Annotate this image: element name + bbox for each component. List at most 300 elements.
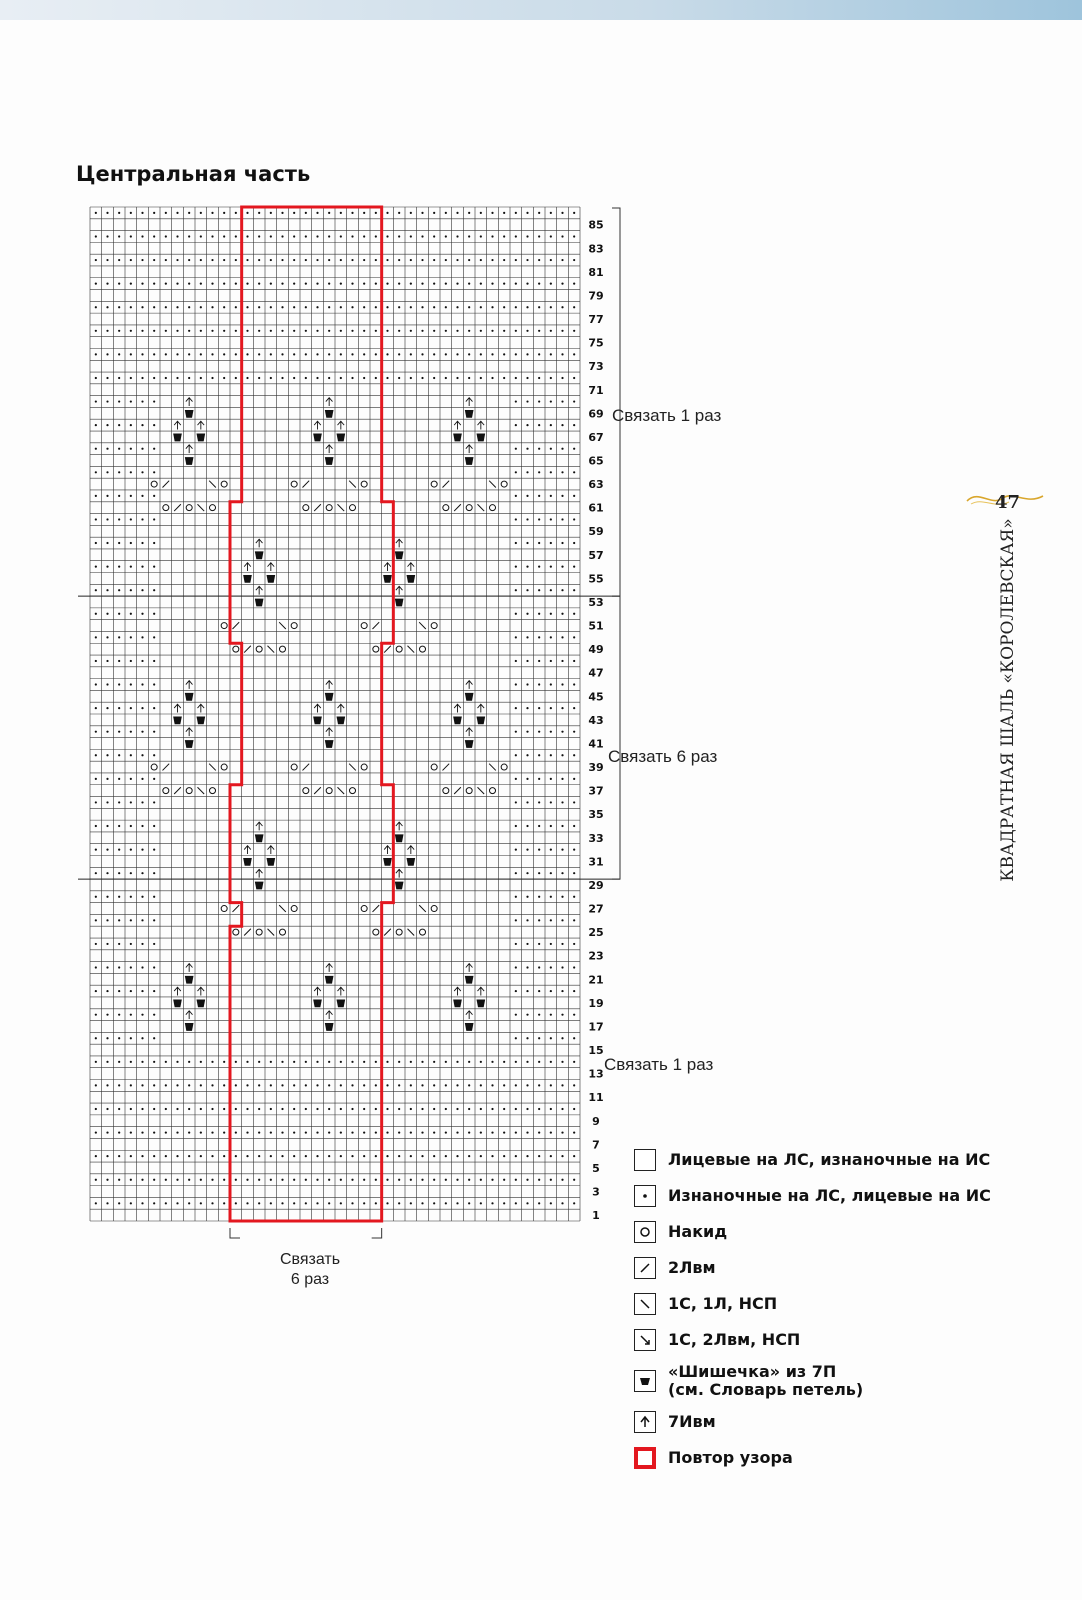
bobble-mark bbox=[197, 999, 206, 1007]
purl-dot bbox=[153, 306, 155, 308]
purl-dot bbox=[130, 707, 132, 709]
purl-dot bbox=[550, 589, 552, 591]
purl-dot bbox=[515, 353, 517, 355]
legend-label: 7Ивм bbox=[668, 1412, 716, 1431]
bobble-mark bbox=[477, 434, 486, 442]
purl-dot bbox=[118, 377, 120, 379]
legend-item-sk2p bbox=[634, 1322, 1074, 1358]
purl-dot bbox=[328, 235, 330, 237]
purl-dot bbox=[153, 542, 155, 544]
purl-dot bbox=[223, 259, 225, 261]
purl-dot bbox=[95, 1108, 97, 1110]
purl-dot bbox=[515, 848, 517, 850]
purl-dot bbox=[375, 1202, 377, 1204]
row-number: 49 bbox=[588, 643, 604, 657]
dot-icon bbox=[634, 1185, 656, 1207]
seven-from-one-mark bbox=[466, 1011, 473, 1019]
purl-dot bbox=[340, 353, 342, 355]
row-number: 21 bbox=[588, 973, 604, 987]
purl-dot bbox=[246, 1061, 248, 1063]
purl-dot bbox=[281, 283, 283, 285]
purl-dot bbox=[468, 1131, 470, 1133]
purl-dot bbox=[165, 353, 167, 355]
purl-dot bbox=[211, 306, 213, 308]
purl-dot bbox=[526, 377, 528, 379]
purl-dot bbox=[468, 1155, 470, 1157]
purl-dot bbox=[421, 259, 423, 261]
purl-dot bbox=[95, 259, 97, 261]
purl-dot bbox=[200, 1108, 202, 1110]
purl-dot bbox=[176, 212, 178, 214]
purl-dot bbox=[561, 896, 563, 898]
purl-dot bbox=[538, 919, 540, 921]
yarn-over-mark bbox=[350, 505, 356, 511]
purl-dot bbox=[421, 1155, 423, 1157]
purl-dot bbox=[141, 1179, 143, 1181]
purl-dot bbox=[550, 448, 552, 450]
purl-dot bbox=[141, 235, 143, 237]
purl-dot bbox=[130, 259, 132, 261]
purl-dot bbox=[351, 1202, 353, 1204]
purl-dot bbox=[141, 1014, 143, 1016]
purl-dot bbox=[561, 943, 563, 945]
purl-dot bbox=[305, 212, 307, 214]
purl-dot bbox=[561, 1202, 563, 1204]
purl-dot bbox=[468, 377, 470, 379]
purl-dot bbox=[130, 306, 132, 308]
purl-dot bbox=[491, 377, 493, 379]
purl-dot bbox=[550, 825, 552, 827]
purl-dot bbox=[188, 235, 190, 237]
legend bbox=[634, 1142, 1074, 1476]
purl-dot bbox=[118, 825, 120, 827]
purl-dot bbox=[118, 613, 120, 615]
legend-item-knit bbox=[634, 1142, 1074, 1178]
purl-dot bbox=[130, 424, 132, 426]
purl-dot bbox=[526, 306, 528, 308]
purl-dot bbox=[526, 424, 528, 426]
purl-dot bbox=[351, 1084, 353, 1086]
purl-dot bbox=[223, 235, 225, 237]
seven-from-one-mark bbox=[408, 846, 415, 854]
backslash-icon bbox=[634, 1293, 656, 1315]
purl-dot bbox=[515, 1037, 517, 1039]
skp-mark bbox=[349, 481, 356, 488]
purl-dot bbox=[165, 283, 167, 285]
purl-dot bbox=[141, 1037, 143, 1039]
purl-dot bbox=[561, 683, 563, 685]
purl-dot bbox=[153, 1108, 155, 1110]
purl-dot bbox=[246, 1131, 248, 1133]
purl-dot bbox=[526, 683, 528, 685]
row-number: 47 bbox=[588, 666, 604, 680]
purl-dot bbox=[445, 1084, 447, 1086]
column-bracket-right bbox=[372, 1228, 382, 1238]
purl-dot bbox=[456, 212, 458, 214]
purl-dot bbox=[503, 1108, 505, 1110]
purl-dot bbox=[106, 235, 108, 237]
purl-dot bbox=[538, 683, 540, 685]
bobble-mark bbox=[267, 858, 276, 866]
purl-dot bbox=[176, 1131, 178, 1133]
purl-dot bbox=[503, 330, 505, 332]
purl-dot bbox=[386, 330, 388, 332]
yarn-over-mark bbox=[186, 505, 192, 511]
yarn-over-mark bbox=[186, 788, 192, 794]
seven-from-one-mark bbox=[186, 728, 193, 736]
seven-from-one-mark bbox=[186, 681, 193, 689]
seven-from-one-mark bbox=[408, 563, 415, 571]
purl-dot bbox=[293, 1108, 295, 1110]
purl-dot bbox=[328, 283, 330, 285]
purl-dot bbox=[211, 1179, 213, 1181]
purl-dot bbox=[95, 731, 97, 733]
purl-dot bbox=[223, 1108, 225, 1110]
row-number: 59 bbox=[588, 525, 604, 539]
purl-dot bbox=[223, 1202, 225, 1204]
purl-dot bbox=[491, 1084, 493, 1086]
purl-dot bbox=[561, 778, 563, 780]
purl-dot bbox=[550, 306, 552, 308]
purl-dot bbox=[153, 801, 155, 803]
purl-dot bbox=[95, 1155, 97, 1157]
k2tog-mark bbox=[303, 764, 310, 771]
purl-dot bbox=[515, 919, 517, 921]
purl-dot bbox=[281, 1108, 283, 1110]
purl-dot bbox=[538, 1084, 540, 1086]
purl-dot bbox=[106, 306, 108, 308]
purl-dot bbox=[491, 353, 493, 355]
purl-dot bbox=[328, 377, 330, 379]
purl-dot bbox=[118, 330, 120, 332]
seven-from-one-mark bbox=[244, 563, 251, 571]
bobble-mark bbox=[477, 717, 486, 725]
skp-mark bbox=[419, 905, 426, 912]
purl-dot bbox=[410, 377, 412, 379]
purl-dot bbox=[503, 1155, 505, 1157]
purl-dot bbox=[468, 1084, 470, 1086]
purl-dot bbox=[211, 212, 213, 214]
purl-dot bbox=[526, 1108, 528, 1110]
k2tog-mark bbox=[314, 504, 321, 511]
seven-from-one-mark bbox=[326, 681, 333, 689]
purl-dot bbox=[468, 353, 470, 355]
skp-mark bbox=[489, 481, 496, 488]
purl-dot bbox=[106, 259, 108, 261]
purl-dot bbox=[538, 495, 540, 497]
purl-dot bbox=[305, 283, 307, 285]
seven-from-one-mark bbox=[314, 421, 321, 429]
seven-from-one-mark bbox=[396, 586, 403, 594]
purl-dot bbox=[106, 660, 108, 662]
purl-dot bbox=[95, 566, 97, 568]
purl-dot bbox=[433, 1179, 435, 1181]
purl-dot bbox=[153, 848, 155, 850]
k2tog-mark bbox=[384, 929, 391, 936]
purl-dot bbox=[503, 235, 505, 237]
purl-dot bbox=[305, 1108, 307, 1110]
purl-dot bbox=[141, 1155, 143, 1157]
row-number: 57 bbox=[588, 548, 604, 562]
purl-dot bbox=[550, 1061, 552, 1063]
purl-dot bbox=[95, 1014, 97, 1016]
purl-dot bbox=[515, 306, 517, 308]
row-number: 73 bbox=[588, 360, 604, 374]
purl-dot bbox=[456, 235, 458, 237]
purl-dot bbox=[573, 919, 575, 921]
purl-dot bbox=[538, 1037, 540, 1039]
purl-dot bbox=[410, 1179, 412, 1181]
purl-dot bbox=[491, 330, 493, 332]
k2tog-mark bbox=[373, 622, 380, 629]
purl-dot bbox=[316, 1179, 318, 1181]
seven-from-one-mark bbox=[326, 1011, 333, 1019]
purl-dot bbox=[410, 1108, 412, 1110]
purl-dot bbox=[95, 448, 97, 450]
purl-dot bbox=[293, 1155, 295, 1157]
purl-dot bbox=[200, 330, 202, 332]
section-bracket bbox=[612, 596, 620, 879]
purl-dot bbox=[503, 1131, 505, 1133]
purl-dot bbox=[386, 259, 388, 261]
purl-dot bbox=[153, 1061, 155, 1063]
purl-dot bbox=[130, 1179, 132, 1181]
seven-from-one-mark bbox=[478, 704, 485, 712]
purl-dot bbox=[363, 259, 365, 261]
bobble-mark bbox=[185, 976, 194, 984]
purl-dot bbox=[141, 1202, 143, 1204]
purl-dot bbox=[410, 1061, 412, 1063]
seven-from-one-mark bbox=[338, 421, 345, 429]
purl-dot bbox=[421, 1108, 423, 1110]
purl-dot bbox=[316, 1155, 318, 1157]
purl-dot bbox=[141, 518, 143, 520]
bobble-mark bbox=[395, 834, 404, 842]
purl-dot bbox=[550, 471, 552, 473]
purl-dot bbox=[211, 330, 213, 332]
purl-dot bbox=[118, 283, 120, 285]
yarn-over-mark bbox=[221, 623, 227, 629]
purl-dot bbox=[573, 825, 575, 827]
purl-dot bbox=[363, 330, 365, 332]
purl-dot bbox=[538, 1202, 540, 1204]
purl-dot bbox=[445, 212, 447, 214]
purl-dot bbox=[118, 589, 120, 591]
purl-dot bbox=[561, 353, 563, 355]
bobble-mark bbox=[465, 976, 474, 984]
purl-dot bbox=[526, 259, 528, 261]
purl-dot bbox=[281, 377, 283, 379]
purl-dot bbox=[398, 283, 400, 285]
purl-dot bbox=[398, 212, 400, 214]
purl-dot bbox=[246, 1179, 248, 1181]
purl-dot bbox=[398, 235, 400, 237]
yarn-over-mark bbox=[280, 646, 286, 652]
purl-dot bbox=[95, 754, 97, 756]
purl-dot bbox=[235, 212, 237, 214]
bobble-mark bbox=[453, 999, 462, 1007]
yarn-over-mark bbox=[490, 505, 496, 511]
row-number: 71 bbox=[588, 383, 604, 397]
purl-dot bbox=[550, 613, 552, 615]
purl-dot bbox=[433, 1202, 435, 1204]
yarn-over-mark bbox=[443, 505, 449, 511]
purl-dot bbox=[281, 1061, 283, 1063]
seven-from-one-mark bbox=[466, 728, 473, 736]
purl-dot bbox=[328, 306, 330, 308]
purl-dot bbox=[106, 542, 108, 544]
purl-dot bbox=[375, 259, 377, 261]
purl-dot bbox=[106, 754, 108, 756]
purl-dot bbox=[118, 1061, 120, 1063]
purl-dot bbox=[503, 212, 505, 214]
side-title: КВАДРАТНАЯ ШАЛЬ «КОРОЛЕВСКАЯ» bbox=[998, 518, 1018, 882]
purl-dot bbox=[410, 353, 412, 355]
purl-dot bbox=[246, 212, 248, 214]
purl-dot bbox=[293, 1061, 295, 1063]
purl-dot bbox=[363, 1131, 365, 1133]
purl-dot bbox=[223, 306, 225, 308]
purl-dot bbox=[200, 1179, 202, 1181]
bobble-mark bbox=[453, 434, 462, 442]
purl-dot bbox=[515, 330, 517, 332]
purl-dot bbox=[316, 283, 318, 285]
seven-from-one-mark bbox=[454, 421, 461, 429]
purl-dot bbox=[538, 1179, 540, 1181]
purl-dot bbox=[573, 448, 575, 450]
column-repeat-line2: 6 раз bbox=[290, 1271, 330, 1288]
yarn-over-mark bbox=[303, 788, 309, 794]
purl-dot bbox=[421, 377, 423, 379]
purl-dot bbox=[305, 1179, 307, 1181]
bobble-mark bbox=[465, 693, 474, 701]
purl-dot bbox=[130, 778, 132, 780]
purl-dot bbox=[130, 1061, 132, 1063]
purl-dot bbox=[106, 377, 108, 379]
purl-dot bbox=[270, 1131, 272, 1133]
skp-mark bbox=[268, 646, 275, 653]
purl-dot bbox=[118, 1202, 120, 1204]
purl-dot bbox=[258, 1131, 260, 1133]
purl-dot bbox=[153, 731, 155, 733]
purl-dot bbox=[340, 1108, 342, 1110]
purl-dot bbox=[363, 235, 365, 237]
purl-dot bbox=[573, 801, 575, 803]
purl-dot bbox=[130, 377, 132, 379]
purl-dot bbox=[95, 542, 97, 544]
purl-dot bbox=[258, 1155, 260, 1157]
purl-dot bbox=[363, 1108, 365, 1110]
purl-dot bbox=[95, 707, 97, 709]
purl-dot bbox=[141, 872, 143, 874]
double-decrease-icon bbox=[634, 1329, 656, 1351]
purl-dot bbox=[130, 1202, 132, 1204]
purl-dot bbox=[421, 353, 423, 355]
purl-dot bbox=[305, 1202, 307, 1204]
purl-dot bbox=[398, 306, 400, 308]
purl-dot bbox=[95, 471, 97, 473]
purl-dot bbox=[573, 306, 575, 308]
purl-dot bbox=[176, 1155, 178, 1157]
purl-dot bbox=[538, 566, 540, 568]
purl-dot bbox=[153, 990, 155, 992]
purl-dot bbox=[515, 1084, 517, 1086]
purl-dot bbox=[130, 801, 132, 803]
purl-dot bbox=[141, 990, 143, 992]
purl-dot bbox=[281, 259, 283, 261]
purl-dot bbox=[515, 707, 517, 709]
yarn-over-mark bbox=[291, 623, 297, 629]
row-number: 69 bbox=[588, 407, 604, 421]
purl-dot bbox=[480, 235, 482, 237]
purl-dot bbox=[573, 1108, 575, 1110]
purl-dot bbox=[526, 778, 528, 780]
purl-dot bbox=[526, 448, 528, 450]
purl-dot bbox=[550, 1131, 552, 1133]
purl-dot bbox=[118, 683, 120, 685]
legend-item-repeat bbox=[634, 1440, 1074, 1476]
purl-dot bbox=[95, 613, 97, 615]
purl-dot bbox=[106, 448, 108, 450]
purl-dot bbox=[503, 1084, 505, 1086]
purl-dot bbox=[188, 1179, 190, 1181]
purl-dot bbox=[153, 448, 155, 450]
purl-dot bbox=[363, 1179, 365, 1181]
purl-dot bbox=[538, 353, 540, 355]
purl-dot bbox=[421, 1202, 423, 1204]
row-number: 55 bbox=[588, 572, 604, 586]
purl-dot bbox=[293, 377, 295, 379]
purl-dot bbox=[223, 330, 225, 332]
purl-dot bbox=[235, 377, 237, 379]
purl-dot bbox=[153, 1179, 155, 1181]
purl-dot bbox=[246, 1155, 248, 1157]
purl-dot bbox=[118, 660, 120, 662]
bobble-mark bbox=[407, 858, 416, 866]
purl-dot bbox=[526, 966, 528, 968]
purl-dot bbox=[223, 377, 225, 379]
seven-from-one-mark bbox=[396, 822, 403, 830]
bobble-icon bbox=[634, 1370, 656, 1392]
legend-item-skp bbox=[634, 1286, 1074, 1322]
purl-dot bbox=[106, 283, 108, 285]
purl-dot bbox=[130, 471, 132, 473]
bobble-mark bbox=[255, 834, 264, 842]
seven-from-one-mark bbox=[256, 586, 263, 594]
purl-dot bbox=[153, 660, 155, 662]
skp-mark bbox=[478, 504, 485, 511]
bobble-mark bbox=[255, 599, 264, 607]
bobble-mark bbox=[173, 999, 182, 1007]
k2tog-mark bbox=[384, 646, 391, 653]
purl-dot bbox=[515, 754, 517, 756]
purl-dot bbox=[118, 448, 120, 450]
purl-dot bbox=[153, 353, 155, 355]
purl-dot bbox=[538, 896, 540, 898]
purl-dot bbox=[351, 1179, 353, 1181]
purl-dot bbox=[363, 1202, 365, 1204]
purl-dot bbox=[153, 377, 155, 379]
purl-dot bbox=[153, 1084, 155, 1086]
purl-dot bbox=[246, 283, 248, 285]
purl-dot bbox=[305, 1155, 307, 1157]
purl-dot bbox=[561, 707, 563, 709]
purl-dot bbox=[211, 353, 213, 355]
purl-dot bbox=[538, 660, 540, 662]
purl-dot bbox=[235, 1061, 237, 1063]
purl-dot bbox=[141, 306, 143, 308]
yarn-over-mark bbox=[396, 929, 402, 935]
